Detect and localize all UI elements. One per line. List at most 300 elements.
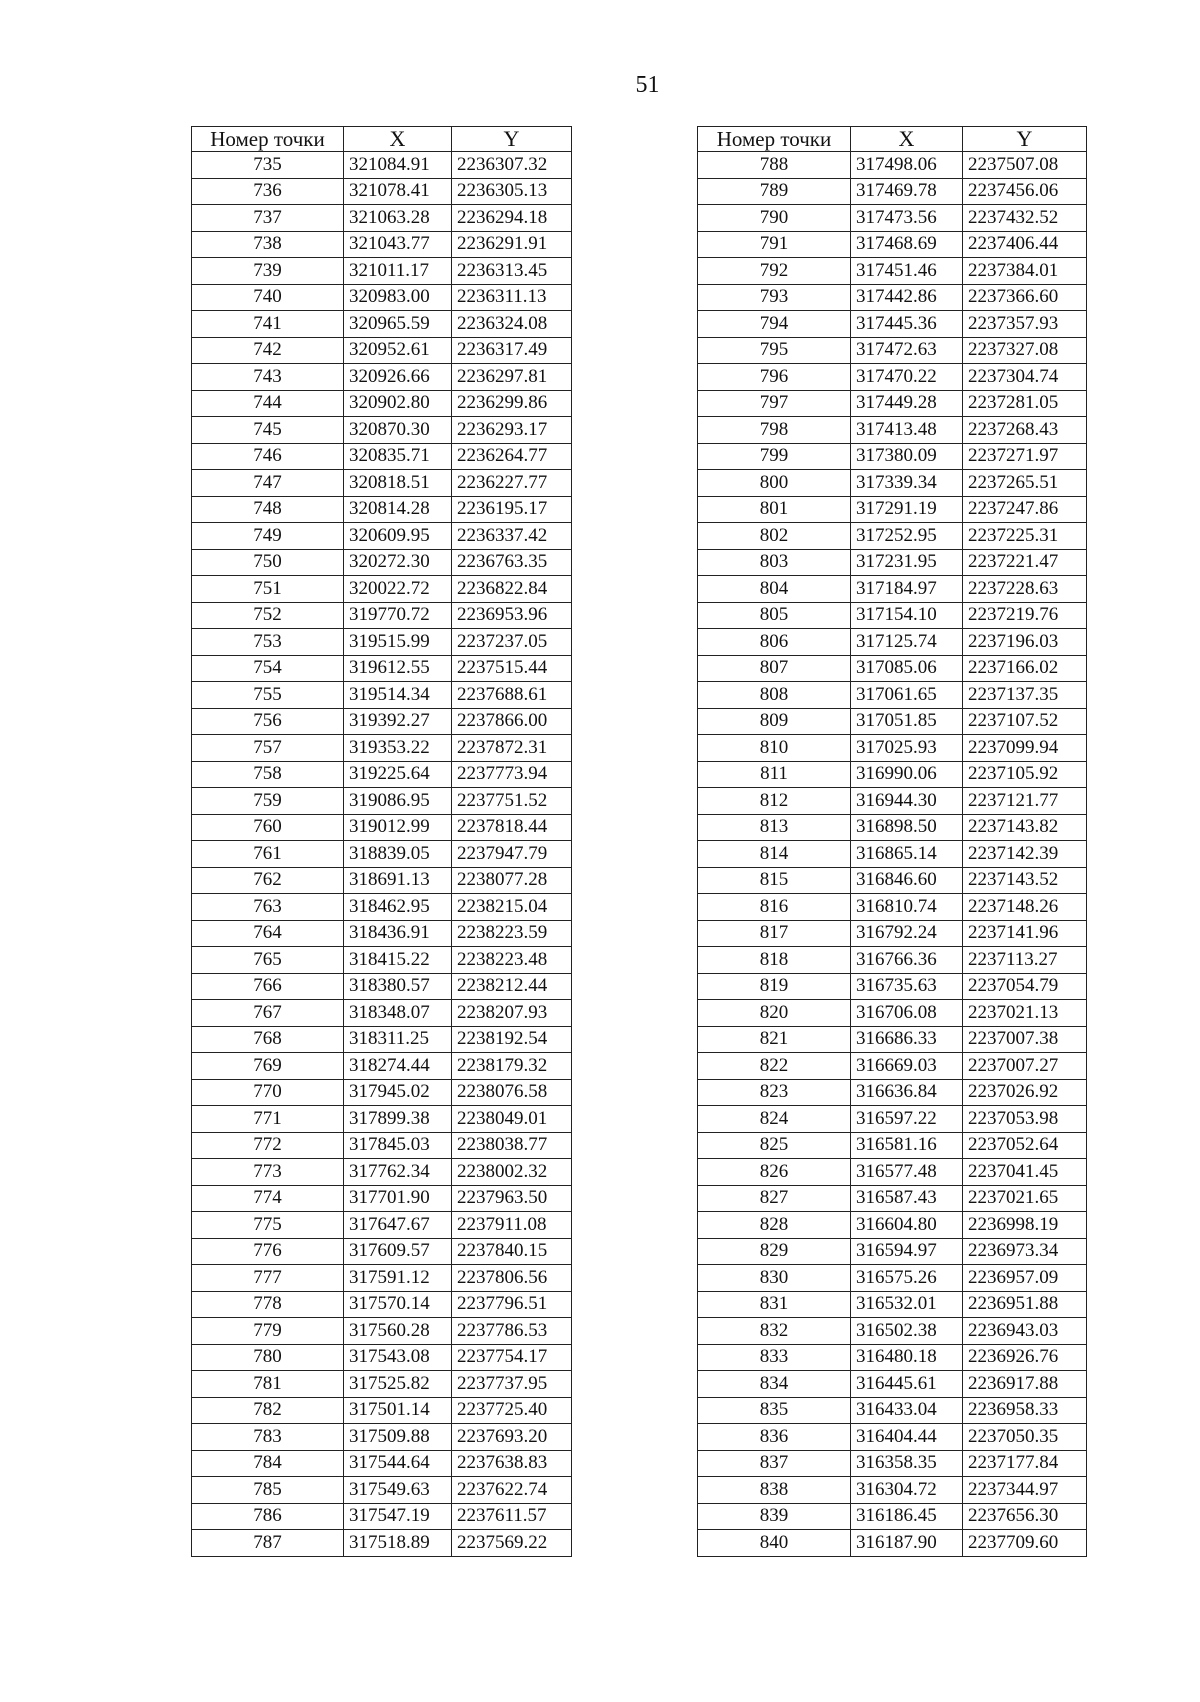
point-number-cell: 751 [192, 576, 344, 603]
table-row [192, 417, 572, 444]
y-coordinate-cell: 2237786.53 [452, 1318, 572, 1345]
point-number-cell: 822 [698, 1053, 851, 1080]
table-row [698, 1000, 1087, 1027]
point-number-cell: 780 [192, 1344, 344, 1371]
y-coordinate-cell: 2237406.44 [963, 231, 1087, 258]
point-number-cell: 775 [192, 1212, 344, 1239]
y-coordinate-cell: 2237050.35 [963, 1424, 1087, 1451]
y-coordinate-cell: 2236291.91 [452, 231, 572, 258]
y-coordinate-cell: 2237281.05 [963, 390, 1087, 417]
x-coordinate-cell: 321063.28 [344, 205, 452, 232]
x-coordinate-cell: 317184.97 [851, 576, 963, 603]
point-number-cell: 768 [192, 1026, 344, 1053]
x-coordinate-cell: 317544.64 [344, 1450, 452, 1477]
point-number-cell: 789 [698, 178, 851, 205]
point-number-cell: 820 [698, 1000, 851, 1027]
x-coordinate-cell: 317469.78 [851, 178, 963, 205]
point-number-cell: 756 [192, 708, 344, 735]
x-coordinate-cell: 317085.06 [851, 655, 963, 682]
x-coordinate-cell: 319392.27 [344, 708, 452, 735]
table-row [698, 1477, 1087, 1504]
table-row [192, 1291, 572, 1318]
table-row [698, 178, 1087, 205]
table-row [698, 655, 1087, 682]
x-coordinate-cell: 317468.69 [851, 231, 963, 258]
x-coordinate-cell: 316587.43 [851, 1185, 963, 1212]
point-number-cell: 823 [698, 1079, 851, 1106]
table-row [698, 602, 1087, 629]
point-number-cell: 736 [192, 178, 344, 205]
point-number-cell: 773 [192, 1159, 344, 1186]
point-number-cell: 738 [192, 231, 344, 258]
table-row [698, 1132, 1087, 1159]
point-number-cell: 826 [698, 1159, 851, 1186]
point-number-cell: 755 [192, 682, 344, 709]
y-coordinate-cell: 2236957.09 [963, 1265, 1087, 1292]
x-coordinate-cell: 316865.14 [851, 841, 963, 868]
point-number-cell: 757 [192, 735, 344, 762]
point-number-cell: 801 [698, 496, 851, 523]
x-coordinate-cell: 316766.36 [851, 947, 963, 974]
point-number-cell: 762 [192, 867, 344, 894]
x-coordinate-cell: 317413.48 [851, 417, 963, 444]
x-coordinate-cell: 318274.44 [344, 1053, 452, 1080]
table-row [192, 920, 572, 947]
point-number-cell: 796 [698, 364, 851, 391]
point-number-cell: 749 [192, 523, 344, 550]
x-coordinate-cell: 321043.77 [344, 231, 452, 258]
y-coordinate-cell: 2237384.01 [963, 258, 1087, 285]
y-coordinate-cell: 2236293.17 [452, 417, 572, 444]
table-row [698, 1291, 1087, 1318]
x-coordinate-cell: 320983.00 [344, 284, 452, 311]
y-coordinate-cell: 2237432.52 [963, 205, 1087, 232]
point-number-cell: 829 [698, 1238, 851, 1265]
point-number-cell: 771 [192, 1106, 344, 1133]
x-coordinate-cell: 318415.22 [344, 947, 452, 974]
y-coordinate-cell: 2237099.94 [963, 735, 1087, 762]
y-coordinate-cell: 2236227.77 [452, 470, 572, 497]
point-number-cell: 799 [698, 443, 851, 470]
point-number-cell: 790 [698, 205, 851, 232]
point-number-cell: 806 [698, 629, 851, 656]
point-number-cell: 833 [698, 1344, 851, 1371]
y-coordinate-cell: 2237911.08 [452, 1212, 572, 1239]
point-number-cell: 802 [698, 523, 851, 550]
table-row [192, 337, 572, 364]
point-number-cell: 791 [698, 231, 851, 258]
x-coordinate-cell: 317560.28 [344, 1318, 452, 1345]
point-number-cell: 807 [698, 655, 851, 682]
table-row [192, 311, 572, 338]
y-coordinate-cell: 2237196.03 [963, 629, 1087, 656]
table-row [192, 496, 572, 523]
x-coordinate-cell: 319515.99 [344, 629, 452, 656]
y-coordinate-cell: 2237268.43 [963, 417, 1087, 444]
point-number-cell: 772 [192, 1132, 344, 1159]
point-number-cell: 741 [192, 311, 344, 338]
y-coordinate-cell: 2237247.86 [963, 496, 1087, 523]
x-coordinate-cell: 316604.80 [851, 1212, 963, 1239]
y-coordinate-cell: 2238002.32 [452, 1159, 572, 1186]
y-coordinate-cell: 2237219.76 [963, 602, 1087, 629]
point-number-cell: 827 [698, 1185, 851, 1212]
table-row [192, 761, 572, 788]
y-coordinate-cell: 2237137.35 [963, 682, 1087, 709]
y-coordinate-cell: 2237265.51 [963, 470, 1087, 497]
point-number-cell: 760 [192, 814, 344, 841]
x-coordinate-cell: 317291.19 [851, 496, 963, 523]
y-coordinate-cell: 2236337.42 [452, 523, 572, 550]
point-number-cell: 765 [192, 947, 344, 974]
y-coordinate-cell: 2237327.08 [963, 337, 1087, 364]
x-coordinate-cell: 320902.80 [344, 390, 452, 417]
point-number-cell: 793 [698, 284, 851, 311]
x-coordinate-cell: 321084.91 [344, 152, 452, 179]
y-coordinate-cell: 2236917.88 [963, 1371, 1087, 1398]
y-coordinate-cell: 2237221.47 [963, 549, 1087, 576]
x-coordinate-cell: 316990.06 [851, 761, 963, 788]
table-row [698, 973, 1087, 1000]
table-row [192, 470, 572, 497]
table-row [192, 390, 572, 417]
x-coordinate-cell: 317252.95 [851, 523, 963, 550]
table-row [698, 894, 1087, 921]
y-coordinate-cell: 2237021.65 [963, 1185, 1087, 1212]
x-coordinate-cell: 317339.34 [851, 470, 963, 497]
x-coordinate-cell: 316686.33 [851, 1026, 963, 1053]
point-number-cell: 803 [698, 549, 851, 576]
x-coordinate-cell: 317025.93 [851, 735, 963, 762]
y-coordinate-cell: 2237796.51 [452, 1291, 572, 1318]
table-row [698, 258, 1087, 285]
table-row [698, 1424, 1087, 1451]
x-coordinate-cell: 317451.46 [851, 258, 963, 285]
table-row [698, 814, 1087, 841]
table-row [698, 152, 1087, 179]
point-number-cell: 761 [192, 841, 344, 868]
x-coordinate-cell: 320952.61 [344, 337, 452, 364]
table-row [192, 364, 572, 391]
table-row [192, 1106, 572, 1133]
x-coordinate-cell: 320926.66 [344, 364, 452, 391]
table-row [698, 1397, 1087, 1424]
y-coordinate-cell: 2237142.39 [963, 841, 1087, 868]
y-coordinate-cell: 2237622.74 [452, 1477, 572, 1504]
point-number-cell: 830 [698, 1265, 851, 1292]
y-coordinate-cell: 2236943.03 [963, 1318, 1087, 1345]
point-number-cell: 808 [698, 682, 851, 709]
point-number-cell: 831 [698, 1291, 851, 1318]
point-number-cell: 737 [192, 205, 344, 232]
x-coordinate-cell: 316898.50 [851, 814, 963, 841]
y-coordinate-cell: 2237773.94 [452, 761, 572, 788]
x-coordinate-cell: 317470.22 [851, 364, 963, 391]
y-coordinate-cell: 2237228.63 [963, 576, 1087, 603]
point-number-cell: 824 [698, 1106, 851, 1133]
header-y: Y [963, 127, 1087, 152]
table-row [192, 1318, 572, 1345]
x-coordinate-cell: 316186.45 [851, 1503, 963, 1530]
y-coordinate-cell: 2238192.54 [452, 1026, 572, 1053]
y-coordinate-cell: 2237866.00 [452, 708, 572, 735]
y-coordinate-cell: 2237688.61 [452, 682, 572, 709]
y-coordinate-cell: 2236195.17 [452, 496, 572, 523]
x-coordinate-cell: 318691.13 [344, 867, 452, 894]
y-coordinate-cell: 2237105.92 [963, 761, 1087, 788]
point-number-cell: 825 [698, 1132, 851, 1159]
table-row [698, 1238, 1087, 1265]
table-row [192, 1397, 572, 1424]
table-row [192, 735, 572, 762]
x-coordinate-cell: 320818.51 [344, 470, 452, 497]
y-coordinate-cell: 2236311.13 [452, 284, 572, 311]
point-number-cell: 786 [192, 1503, 344, 1530]
point-number-cell: 750 [192, 549, 344, 576]
table-row [192, 284, 572, 311]
point-number-cell: 753 [192, 629, 344, 656]
point-number-cell: 834 [698, 1371, 851, 1398]
point-number-cell: 746 [192, 443, 344, 470]
header-x: X [851, 127, 963, 152]
x-coordinate-cell: 320814.28 [344, 496, 452, 523]
table-row [192, 443, 572, 470]
y-coordinate-cell: 2238207.93 [452, 1000, 572, 1027]
table-row [698, 1212, 1087, 1239]
point-number-cell: 788 [698, 152, 851, 179]
table-row [698, 231, 1087, 258]
y-coordinate-cell: 2237751.52 [452, 788, 572, 815]
point-number-cell: 818 [698, 947, 851, 974]
y-coordinate-cell: 2237456.06 [963, 178, 1087, 205]
y-coordinate-cell: 2237725.40 [452, 1397, 572, 1424]
point-number-cell: 815 [698, 867, 851, 894]
x-coordinate-cell: 316581.16 [851, 1132, 963, 1159]
table-row [698, 735, 1087, 762]
header-point-number: Номер точки [192, 127, 344, 152]
table-header-row [698, 127, 1087, 152]
table-row [192, 1132, 572, 1159]
x-coordinate-cell: 316706.08 [851, 1000, 963, 1027]
point-number-cell: 840 [698, 1530, 851, 1557]
x-coordinate-cell: 317609.57 [344, 1238, 452, 1265]
table-row [698, 364, 1087, 391]
table-row [698, 1318, 1087, 1345]
table-row [698, 576, 1087, 603]
table-row [192, 549, 572, 576]
y-coordinate-cell: 2237007.27 [963, 1053, 1087, 1080]
table-row [192, 1053, 572, 1080]
table-row [698, 1450, 1087, 1477]
x-coordinate-cell: 318380.57 [344, 973, 452, 1000]
table-row [192, 708, 572, 735]
y-coordinate-cell: 2237143.82 [963, 814, 1087, 841]
table-row [192, 205, 572, 232]
point-number-cell: 819 [698, 973, 851, 1000]
table-row [698, 311, 1087, 338]
point-number-cell: 743 [192, 364, 344, 391]
y-coordinate-cell: 2237177.84 [963, 1450, 1087, 1477]
y-coordinate-cell: 2237148.26 [963, 894, 1087, 921]
table-row [698, 841, 1087, 868]
x-coordinate-cell: 318348.07 [344, 1000, 452, 1027]
table-row [698, 629, 1087, 656]
x-coordinate-cell: 317547.19 [344, 1503, 452, 1530]
point-number-cell: 779 [192, 1318, 344, 1345]
x-coordinate-cell: 317501.14 [344, 1397, 452, 1424]
point-number-cell: 814 [698, 841, 851, 868]
y-coordinate-cell: 2236299.86 [452, 390, 572, 417]
y-coordinate-cell: 2236998.19 [963, 1212, 1087, 1239]
y-coordinate-cell: 2238212.44 [452, 973, 572, 1000]
table-row [192, 973, 572, 1000]
x-coordinate-cell: 320022.72 [344, 576, 452, 603]
x-coordinate-cell: 319225.64 [344, 761, 452, 788]
x-coordinate-cell: 317445.36 [851, 311, 963, 338]
point-number-cell: 735 [192, 152, 344, 179]
y-coordinate-cell: 2236951.88 [963, 1291, 1087, 1318]
y-coordinate-cell: 2237053.98 [963, 1106, 1087, 1133]
x-coordinate-cell: 320870.30 [344, 417, 452, 444]
table-row [192, 947, 572, 974]
table-row [698, 496, 1087, 523]
x-coordinate-cell: 316636.84 [851, 1079, 963, 1106]
y-coordinate-cell: 2236294.18 [452, 205, 572, 232]
point-number-cell: 813 [698, 814, 851, 841]
x-coordinate-cell: 317061.65 [851, 682, 963, 709]
table-row [192, 1159, 572, 1186]
table-row [698, 947, 1087, 974]
y-coordinate-cell: 2237143.52 [963, 867, 1087, 894]
y-coordinate-cell: 2237818.44 [452, 814, 572, 841]
x-coordinate-cell: 321078.41 [344, 178, 452, 205]
table-row [192, 814, 572, 841]
y-coordinate-cell: 2237166.02 [963, 655, 1087, 682]
y-coordinate-cell: 2237121.77 [963, 788, 1087, 815]
point-number-cell: 835 [698, 1397, 851, 1424]
x-coordinate-cell: 317647.67 [344, 1212, 452, 1239]
x-coordinate-cell: 317442.86 [851, 284, 963, 311]
y-coordinate-cell: 2237507.08 [963, 152, 1087, 179]
x-coordinate-cell: 320965.59 [344, 311, 452, 338]
table-row [192, 523, 572, 550]
x-coordinate-cell: 320835.71 [344, 443, 452, 470]
table-row [192, 1265, 572, 1292]
y-coordinate-cell: 2236958.33 [963, 1397, 1087, 1424]
x-coordinate-cell: 316358.35 [851, 1450, 963, 1477]
y-coordinate-cell: 2238077.28 [452, 867, 572, 894]
table-row [698, 205, 1087, 232]
x-coordinate-cell: 317549.63 [344, 1477, 452, 1504]
y-coordinate-cell: 2237656.30 [963, 1503, 1087, 1530]
point-number-cell: 794 [698, 311, 851, 338]
table-row [192, 894, 572, 921]
point-number-cell: 739 [192, 258, 344, 285]
coordinates-table-right [697, 126, 1087, 1557]
x-coordinate-cell: 319612.55 [344, 655, 452, 682]
point-number-cell: 744 [192, 390, 344, 417]
point-number-cell: 805 [698, 602, 851, 629]
coordinates-table-left [191, 126, 572, 1557]
table-row [698, 788, 1087, 815]
point-number-cell: 784 [192, 1450, 344, 1477]
x-coordinate-cell: 317449.28 [851, 390, 963, 417]
y-coordinate-cell: 2237357.93 [963, 311, 1087, 338]
table-row [192, 152, 572, 179]
point-number-cell: 798 [698, 417, 851, 444]
y-coordinate-cell: 2237963.50 [452, 1185, 572, 1212]
x-coordinate-cell: 317945.02 [344, 1079, 452, 1106]
y-coordinate-cell: 2237737.95 [452, 1371, 572, 1398]
point-number-cell: 821 [698, 1026, 851, 1053]
x-coordinate-cell: 317231.95 [851, 549, 963, 576]
y-coordinate-cell: 2237515.44 [452, 655, 572, 682]
point-number-cell: 787 [192, 1530, 344, 1557]
x-coordinate-cell: 317570.14 [344, 1291, 452, 1318]
y-coordinate-cell: 2237271.97 [963, 443, 1087, 470]
x-coordinate-cell: 317701.90 [344, 1185, 452, 1212]
table-row [698, 470, 1087, 497]
y-coordinate-cell: 2238223.48 [452, 947, 572, 974]
x-coordinate-cell: 316597.22 [851, 1106, 963, 1133]
y-coordinate-cell: 2237304.74 [963, 364, 1087, 391]
y-coordinate-cell: 2238049.01 [452, 1106, 572, 1133]
x-coordinate-cell: 316404.44 [851, 1424, 963, 1451]
x-coordinate-cell: 316304.72 [851, 1477, 963, 1504]
point-number-cell: 804 [698, 576, 851, 603]
y-coordinate-cell: 2238179.32 [452, 1053, 572, 1080]
point-number-cell: 828 [698, 1212, 851, 1239]
point-number-cell: 832 [698, 1318, 851, 1345]
page-number: 51 [635, 72, 660, 98]
table-row [698, 549, 1087, 576]
y-coordinate-cell: 2238223.59 [452, 920, 572, 947]
x-coordinate-cell: 317591.12 [344, 1265, 452, 1292]
x-coordinate-cell: 317543.08 [344, 1344, 452, 1371]
point-number-cell: 778 [192, 1291, 344, 1318]
x-coordinate-cell: 319770.72 [344, 602, 452, 629]
x-coordinate-cell: 316445.61 [851, 1371, 963, 1398]
table-row [192, 1371, 572, 1398]
point-number-cell: 811 [698, 761, 851, 788]
table-row [192, 788, 572, 815]
table-row [698, 284, 1087, 311]
table-row [698, 1530, 1087, 1557]
point-number-cell: 783 [192, 1424, 344, 1451]
table-row [698, 867, 1087, 894]
point-number-cell: 809 [698, 708, 851, 735]
y-coordinate-cell: 2238076.58 [452, 1079, 572, 1106]
y-coordinate-cell: 2237041.45 [963, 1159, 1087, 1186]
point-number-cell: 740 [192, 284, 344, 311]
y-coordinate-cell: 2237054.79 [963, 973, 1087, 1000]
x-coordinate-cell: 320272.30 [344, 549, 452, 576]
x-coordinate-cell: 317125.74 [851, 629, 963, 656]
x-coordinate-cell: 317518.89 [344, 1530, 452, 1557]
table-row [192, 231, 572, 258]
point-number-cell: 839 [698, 1503, 851, 1530]
table-row [192, 1530, 572, 1557]
x-coordinate-cell: 319353.22 [344, 735, 452, 762]
x-coordinate-cell: 317154.10 [851, 602, 963, 629]
x-coordinate-cell: 318311.25 [344, 1026, 452, 1053]
point-number-cell: 838 [698, 1477, 851, 1504]
table-row [192, 1424, 572, 1451]
table-row [698, 417, 1087, 444]
table-row [192, 629, 572, 656]
y-coordinate-cell: 2237366.60 [963, 284, 1087, 311]
table-row [698, 1159, 1087, 1186]
